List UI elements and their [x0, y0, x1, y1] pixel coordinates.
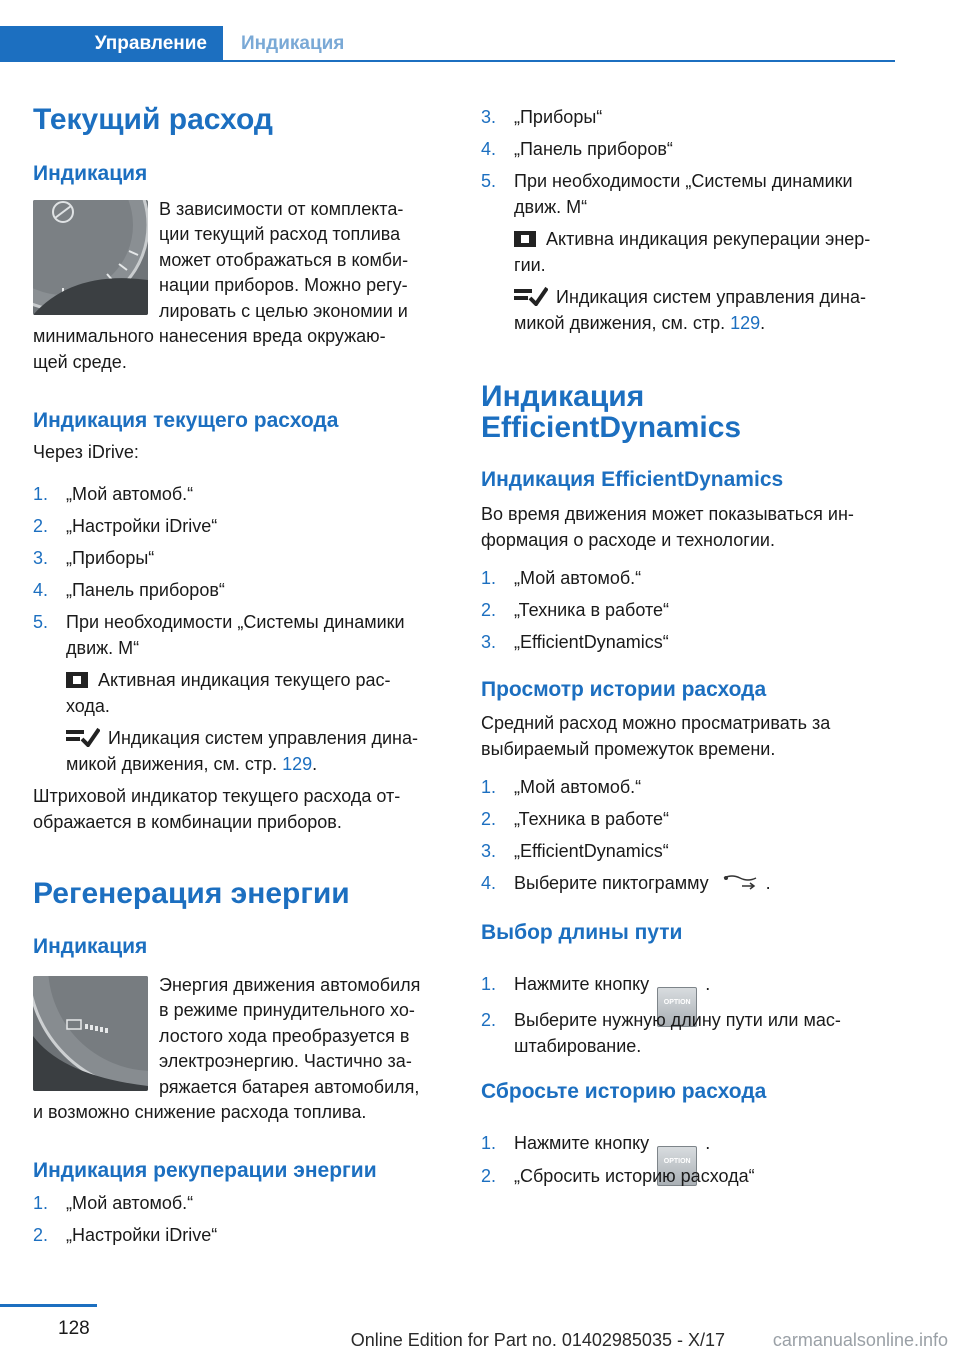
history-text-1: Средний расход можно просматривать за: [481, 713, 831, 733]
header-tabs: [0, 26, 895, 62]
intro-line-6: минимального нанесения вреда окружаю-: [33, 326, 386, 346]
intro-line-1: В зависимости от комплекта-: [159, 199, 404, 219]
page-link[interactable]: 129: [282, 754, 313, 774]
period: .: [765, 873, 771, 893]
ed-text-1: Во время движения может показываться ин-: [481, 504, 854, 524]
list-number: 1.: [481, 777, 497, 797]
subheading-indication: Индикация: [33, 162, 148, 185]
option-button[interactable]: OPTION: [657, 1146, 697, 1186]
list-number: 3.: [481, 107, 497, 127]
route-pictogram-icon: [722, 872, 758, 892]
page-link[interactable]: 129: [730, 313, 761, 333]
intro-line-5: лировать с целью экономии и: [159, 301, 408, 321]
heading-ed-display: Индикация EfficientDynamics: [481, 468, 784, 491]
period: .: [705, 1133, 711, 1153]
list-number: 2.: [481, 809, 497, 829]
list-number: 5.: [33, 612, 49, 632]
active-regen-text: Активна индикация рекуперации энер-: [546, 229, 871, 249]
regen-line-1: Энергия движения автомобиля: [159, 975, 421, 995]
regen-line-5: ряжается батарея автомобиля,: [159, 1077, 420, 1097]
list-text: „Настройки iDrive“: [66, 516, 218, 536]
list-number: 4.: [481, 139, 497, 159]
bar-indicator-line-1: Штриховой индикатор текущего расхода от-: [33, 786, 401, 806]
list-number: 2.: [481, 1166, 497, 1186]
checkmark-bars-icon: [514, 286, 548, 306]
heading-history: Просмотр истории расхода: [481, 678, 767, 701]
regen-line-3: лостого хода преобразуется в: [159, 1026, 410, 1046]
watermark: carmanualsonline.info: [772, 1330, 948, 1350]
list-number: 1.: [33, 1193, 49, 1213]
press-button-text: Нажмите кнопку: [514, 974, 650, 994]
intro-line-4: нации приборов. Можно регу-: [159, 275, 408, 295]
page-number: 128: [58, 1318, 90, 1339]
list-number: 2.: [481, 600, 497, 620]
list-number: 4.: [33, 580, 49, 600]
list-text: [514, 871, 771, 897]
list-text: „Настройки iDrive“: [66, 1225, 218, 1245]
list-number: 4.: [481, 873, 497, 893]
tab-active: Управление: [0, 26, 223, 62]
dynamics-indicator-line-2: [514, 311, 765, 337]
instrument-cluster-image: [33, 200, 148, 315]
dynamics-indicator-line: [514, 285, 866, 311]
list-number: 1.: [481, 974, 497, 994]
list-number: 2.: [33, 1225, 49, 1245]
list-text: „Мой автомоб.“: [66, 484, 194, 504]
section-title-ed-line-2: EfficientDynamics: [481, 411, 742, 444]
list-number: 1.: [481, 1133, 497, 1153]
list-text: „Техника в работе“: [514, 809, 670, 829]
edition-note: Online Edition for Part no. 01402985035 - X/17: [350, 1330, 725, 1350]
bar-indicator-line-2: ображается в комбинации приборов.: [33, 812, 342, 832]
heading-path-length: Выбор длины пути: [481, 921, 683, 944]
intro-line-3: может отображаться в комби-: [159, 250, 409, 270]
list-text: „Мой автомоб.“: [514, 568, 642, 588]
section-title-ed-line-1: Индикация: [481, 380, 645, 413]
list-text: „Панель приборов“: [66, 580, 225, 600]
dynamics-indicator-text: Индикация систем управления дина-: [108, 728, 418, 748]
list-text: „Приборы“: [514, 107, 603, 127]
regeneration-cluster-image: [33, 976, 148, 1091]
list-number: 2.: [33, 516, 49, 536]
heading-current-display: Индикация текущего расхода: [33, 409, 339, 432]
active-regen-line: [514, 227, 870, 253]
subheading-regen-indication: Индикация: [33, 935, 148, 958]
heading-regen-display: Индикация рекуперации энергии: [33, 1159, 377, 1182]
list-text: „Панель приборов“: [514, 139, 673, 159]
dynamics-text-2: микой движения, см. стр.: [514, 313, 731, 333]
list-text: „EfficientDynamics“: [514, 841, 669, 861]
checkbox-square-icon: [514, 231, 536, 247]
active-indicator-text: Активная индикация текущего рас-: [98, 670, 391, 690]
list-text: „Мой автомоб.“: [514, 777, 642, 797]
list-text: Выберите нужную длину пути или мас-: [514, 1010, 841, 1030]
section-title-current-consumption: Текущий расход: [33, 103, 273, 136]
dynamics-indicator-line: [66, 726, 418, 752]
regen-line-4: электроэнергию. Частично за-: [159, 1051, 412, 1071]
dynamics-indicator-text: Индикация систем управления дина-: [556, 287, 866, 307]
intro-line-7: щей среде.: [33, 352, 127, 372]
intro-line-2: ции текущий расход топлива: [159, 224, 401, 244]
list-number: 1.: [481, 568, 497, 588]
footer-rule: [0, 1304, 97, 1307]
period: .: [760, 313, 766, 333]
list-number: 2.: [481, 1010, 497, 1030]
list-number: 1.: [33, 484, 49, 504]
active-indicator-line-2: хода.: [66, 696, 110, 716]
history-text-2: выбираемый промежуток времени.: [481, 739, 776, 759]
regen-line-2: в режиме принудительного хо-: [159, 1000, 415, 1020]
path-step2-continuation: штабирование.: [514, 1036, 642, 1056]
regen-line-6: и возможно снижение расхода топлива.: [33, 1102, 367, 1122]
list-text: „EfficientDynamics“: [514, 632, 669, 652]
section-title-regeneration: Регенерация энергии: [33, 877, 350, 910]
step5-continuation: движ. M“: [514, 197, 588, 217]
step5-continuation: движ. M“: [66, 638, 140, 658]
via-idrive: Через iDrive:: [33, 442, 139, 462]
list-number: 5.: [481, 171, 497, 191]
tab-inactive: Индикация: [241, 33, 345, 54]
press-button-text: Нажмите кнопку: [514, 1133, 650, 1153]
active-regen-line-2: гии.: [514, 255, 546, 275]
active-indicator-line: [66, 668, 391, 694]
header-rule: [0, 60, 895, 62]
select-pictogram-text: Выберите пиктограмму: [514, 873, 709, 893]
period: .: [705, 974, 711, 994]
list-text: „Приборы“: [66, 548, 155, 568]
list-number: 3.: [33, 548, 49, 568]
period: .: [312, 754, 318, 774]
option-button[interactable]: OPTION: [657, 987, 697, 1027]
list-text: При необходимости „Системы динамики: [66, 612, 405, 632]
list-text: При необходимости „Системы динамики: [514, 171, 853, 191]
list-number: 3.: [481, 632, 497, 652]
list-text: „Техника в работе“: [514, 600, 670, 620]
checkmark-bars-icon: [66, 727, 100, 747]
dynamics-indicator-line-2: [66, 752, 317, 778]
list-number: 3.: [481, 841, 497, 861]
checkbox-square-icon: [66, 672, 88, 688]
ed-text-2: формация о расходе и технологии.: [481, 530, 775, 550]
dynamics-text-2: микой движения, см. стр.: [66, 754, 283, 774]
heading-reset-history: Сбросьте историю расхода: [481, 1080, 767, 1103]
list-text: „Мой автомоб.“: [66, 1193, 194, 1213]
list-text: „Сбросить историю расхода“: [514, 1166, 755, 1186]
